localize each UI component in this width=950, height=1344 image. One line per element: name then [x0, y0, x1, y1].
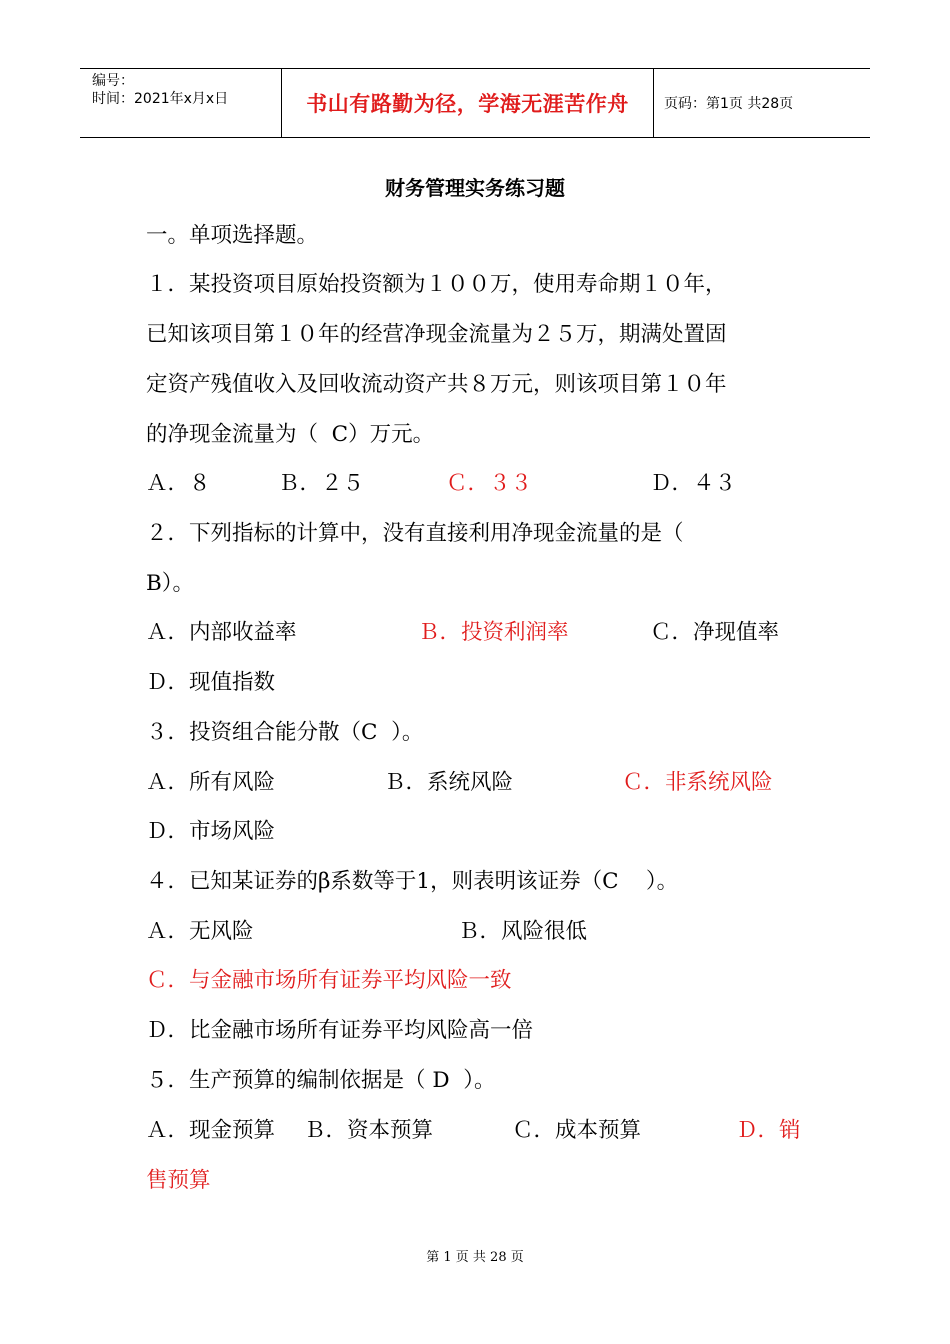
- q1-option-d: Ｄ．４３: [650, 471, 737, 496]
- q1-line-3: 定资产残值收入及回收流动资产共８万元，则该项目第１０年: [146, 372, 727, 397]
- q3-option-d: Ｄ．市场风险: [146, 819, 276, 844]
- q3-option-a: Ａ．所有风险: [146, 770, 276, 795]
- header-meta: [80, 69, 282, 137]
- q2-option-b-answer: Ｂ．投资利润率: [418, 620, 569, 645]
- q2-line-1: ２．下列指标的计算中，没有直接利用净现金流量的是（: [146, 521, 684, 546]
- q4-option-c-answer: Ｃ．与金融市场所有证券平均风险一致: [146, 968, 512, 993]
- q3-stem: ３．投资组合能分散（C ）。: [146, 720, 424, 745]
- q5-option-b: Ｂ．资本预算: [304, 1118, 434, 1143]
- q1-option-a: Ａ．８: [146, 471, 211, 496]
- q1-line-1: １．某投资项目原始投资额为１００万，使用寿命期１０年，: [146, 272, 727, 297]
- q3-option-b: Ｂ．系统风险: [384, 770, 514, 795]
- q1-option-b: Ｂ．２５: [278, 471, 365, 496]
- q5-option-a: Ａ．现金预算: [146, 1118, 276, 1143]
- q4-option-a: Ａ．无风险: [146, 919, 254, 944]
- q1-option-c-answer: Ｃ．３３: [446, 471, 533, 496]
- page-header: [80, 68, 870, 138]
- q1-line-2: 已知该项目第１０年的经营净现金流量为２５万，期满处置固: [146, 322, 727, 347]
- header-page-info: 页码：第1页 共28页: [664, 96, 794, 112]
- page-footer: 第 1 页 共 28 页: [426, 1250, 524, 1265]
- header-page-cell: [654, 69, 870, 137]
- header-motto-cell: [282, 69, 654, 137]
- q2-option-d: Ｄ．现值指数: [146, 670, 276, 695]
- q4-option-d: Ｄ．比金融市场所有证券平均风险高一倍: [146, 1018, 534, 1043]
- q2-option-c: Ｃ．净现值率: [650, 620, 780, 645]
- section-heading: 一。单项选择题。: [146, 223, 319, 248]
- number-label: 编号：: [92, 73, 134, 89]
- q1-line-4: 的净现金流量为（ C）万元。: [146, 422, 435, 447]
- header-motto: 书山有路勤为径，学海无涯苦作舟: [306, 91, 629, 116]
- q5-option-d-answer: Ｄ．销: [736, 1118, 801, 1143]
- q4-option-b: Ｂ．风险很低: [458, 919, 588, 944]
- q5-stem: ５．生产预算的编制依据是（ D ）。: [146, 1068, 496, 1093]
- q5-option-d-answer-continued: 售预算: [146, 1168, 211, 1193]
- q4-stem: ４．已知某证券的β系数等于1，则表明该证券（C ）。: [146, 869, 679, 894]
- q2-line-2: B）。: [146, 571, 195, 596]
- q3-option-c-answer: Ｃ．非系统风险: [622, 770, 773, 795]
- q5-option-c: Ｃ．成本预算: [512, 1118, 642, 1143]
- document-title: 财务管理实务练习题: [385, 176, 565, 200]
- q2-option-a: Ａ．内部收益率: [146, 620, 297, 645]
- date-label: 时间：2021年x月x日: [92, 91, 229, 107]
